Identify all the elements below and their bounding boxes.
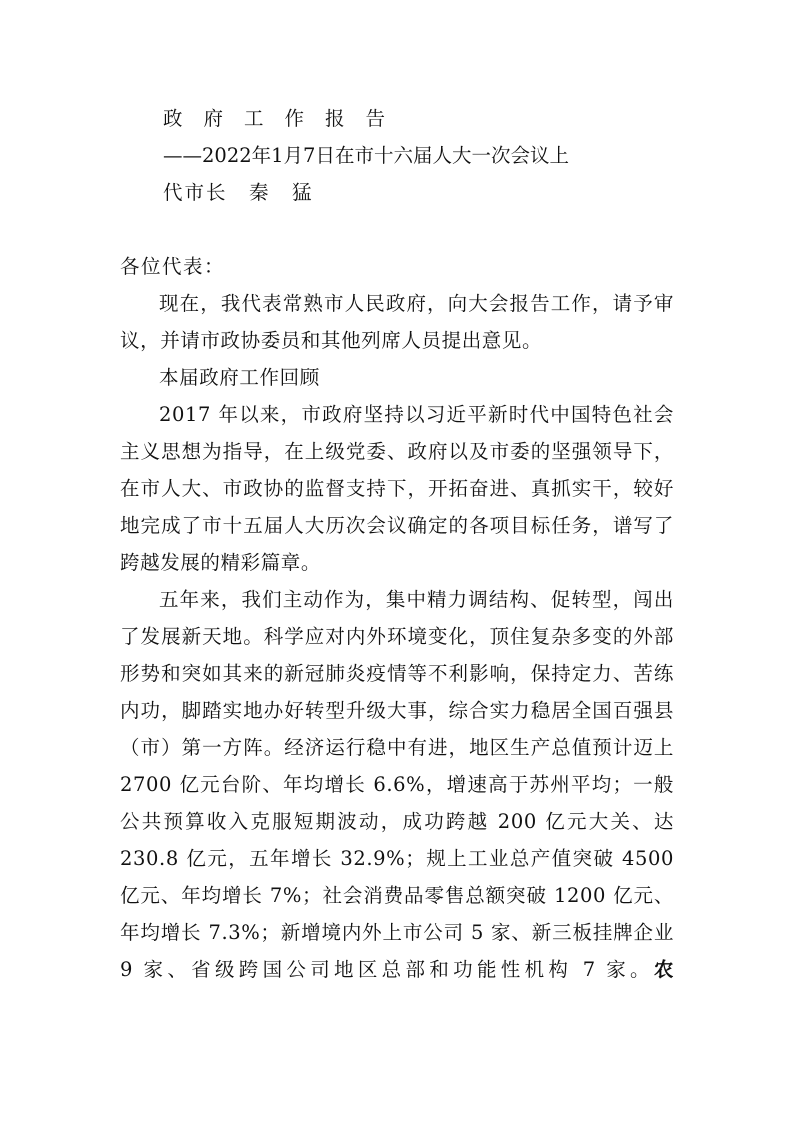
document-subtitle: ——2022年1月7日在市十六届人大一次会议上 xyxy=(163,144,569,167)
paragraph-achievements-text: 五年来，我们主动作为，集中精力调结构、促转型，闯出了发展新天地。科学应对内外环境变化，顶住复杂多变的外部形势和突如其来的新冠肺炎疫情等不利影响，保持定力、苦练内功，脚踏实地办好转型升级大事，综合实力稳居全国百强县（市）第一方阵。经济运行稳中有进，地区生产总值预计迈上 2700 亿元台阶、年均增长 6.6%，增速高于苏州平均；一般公共预算收入克服短期波动，成功跨越 200 亿元大关、达 230.8 亿元，五年增长 32.9%；规上工业总产值突破 4500 亿元、年均增长 7%；社会消费品零售总额突破 1200 亿元、年均增长 7.3%；新增境内外上市公司 5 家、新三板挂牌企业 9 家、省级跨国公司地区总部和功能性机构 7 家。 xyxy=(120,588,674,981)
salutation: 各位代表： xyxy=(120,255,226,278)
title-block xyxy=(120,100,674,211)
trailing-bold-text: 农 xyxy=(653,958,674,981)
paragraph-overview: 2017 年以来，市政府坚持以习近平新时代中国特色社会主义思想为指导，在上级党委、政府以及市委的坚强领导下，在市人大、市政协的监督支持下，开拓奋进、真抓实干，较好地完成了市十五届人大历次会议确定的各项目标任务，谱写了跨越发展的精彩篇章。 xyxy=(120,403,674,574)
document-page xyxy=(120,100,674,988)
paragraph-achievements xyxy=(120,581,674,988)
section-heading: 本届政府工作回顾 xyxy=(159,366,320,389)
paragraph-intro: 现在，我代表常熟市人民政府，向大会报告工作，请予审议，并请市政协委员和其他列席人员提出意见。 xyxy=(120,292,674,352)
spacer xyxy=(120,211,674,248)
author-line: 代市长 秦 猛 xyxy=(163,181,314,204)
document-title: 政府工作报告 xyxy=(163,107,407,130)
